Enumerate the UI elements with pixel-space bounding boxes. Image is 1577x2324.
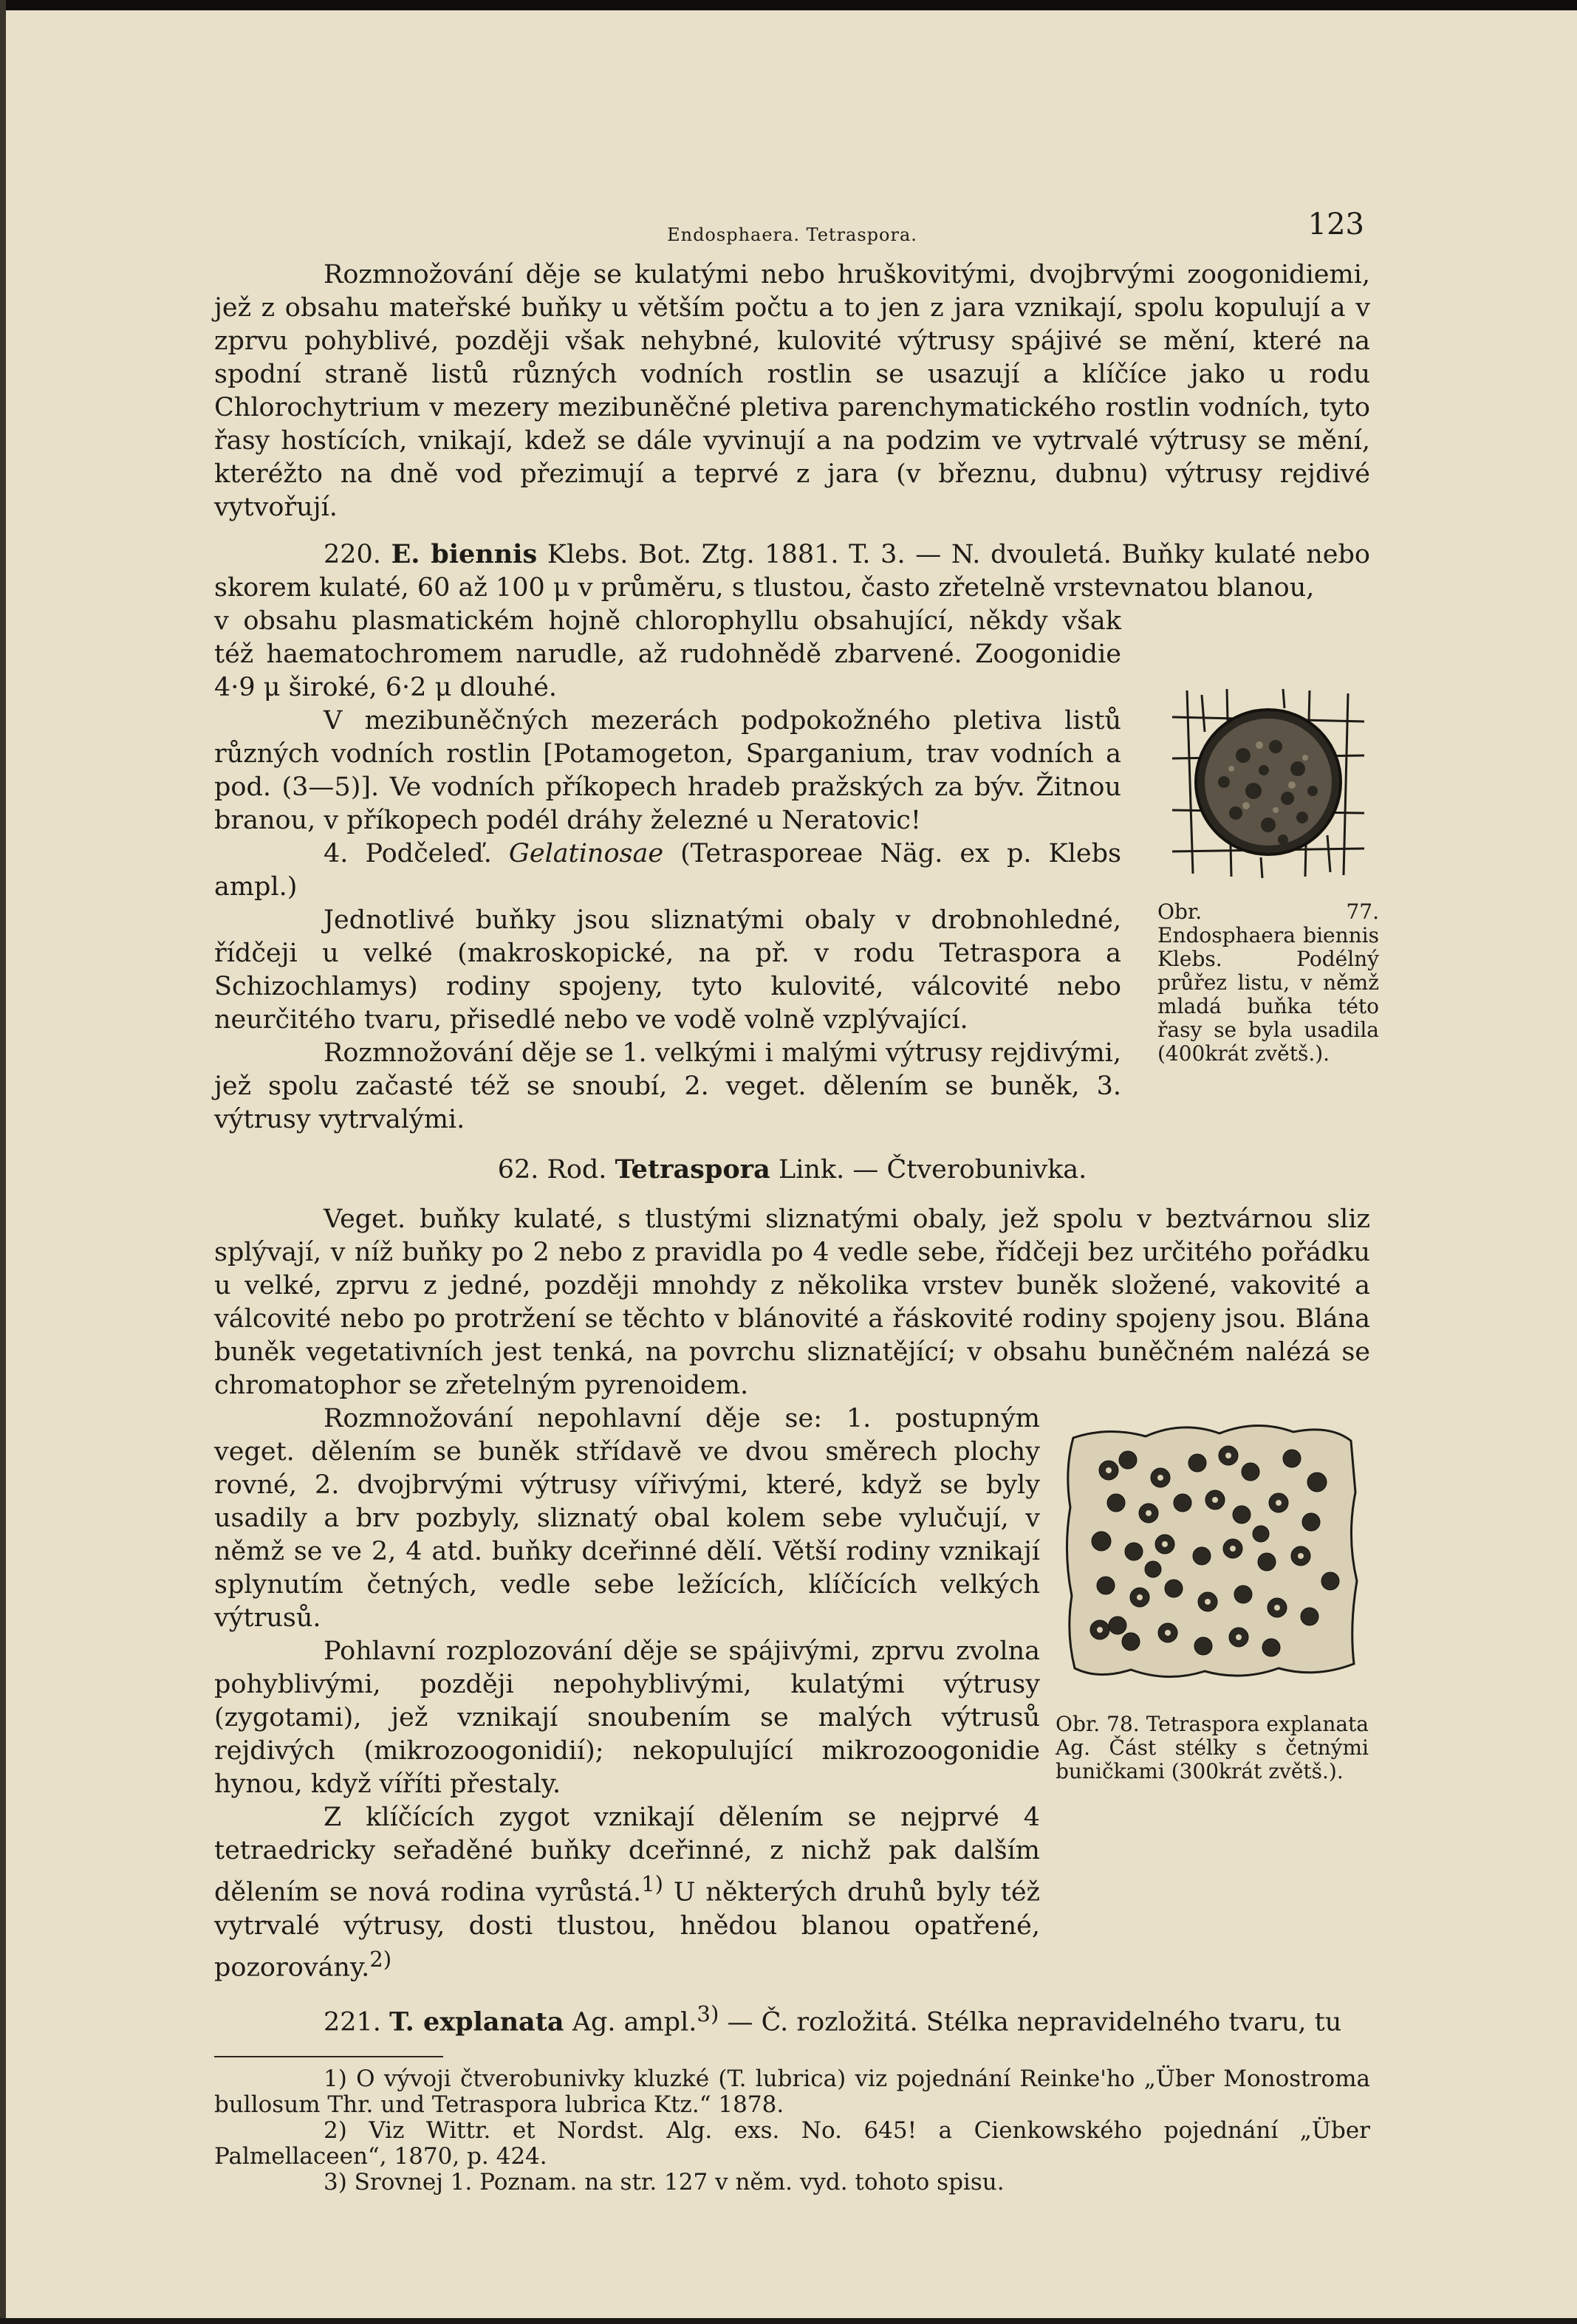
genus-authority: Link. — Čtverobunivka. <box>778 1155 1087 1185</box>
genus-reproduction-block <box>214 1402 1370 1984</box>
species-220-continued: v obsahu plasmatickém hojně chlorophyllu obsahující, někdy však též haematochromem narudle, až rudohnědě zbarvené. Zoogonidie 4·9 μ široké, 6·2 μ dlouhé. <box>214 606 1121 702</box>
figure-78-caption: Obr. 78. Tetraspora explanata Ag. Část stélky s četnými buničkami (300krát zvětš.). <box>1056 1712 1369 1783</box>
footnote-ref-1: 1) <box>641 1871 664 1896</box>
subfamily-lead: 4. Podčeleď. <box>324 839 492 868</box>
genus-number: 62. Rod. <box>497 1155 607 1185</box>
footnote-2: 2) Viz Wittr. et Nordst. Alg. exs. No. 645! a Cienkowského pojednání „Über Palmellaceen“, 1870, p. 424. <box>214 2116 1370 2170</box>
species-221-lead <box>214 1998 1370 2040</box>
subfamily-reproduction: Rozmnožování děje se 1. velkými i malými výtrusy rejdivými, jež spolu začasté též se snoubí, 2. veget. dělením se buněk, 3. výtrusy vytrvalými. <box>214 1038 1121 1134</box>
species-220-name: E. biennis <box>391 539 538 569</box>
footnote-ref-2: 2) <box>369 1946 392 1972</box>
footnote-divider <box>214 2056 443 2057</box>
footnote-1: 1) O vývoji čtverobunivky kluzké (T. lubrica) viz pojednání Reinke'ho „Über Monostroma bullosum Thr. und Tetraspora lubrica Ktz.“ 1878. <box>214 2065 1370 2118</box>
subfamily-heading <box>214 837 1121 904</box>
genus-name: Tetraspora <box>615 1154 770 1185</box>
figure-78-illustration <box>1057 1411 1367 1692</box>
paragraph-reproduction: Rozmnožování děje se kulatými nebo hruškovitými, dvojbrvými zoogonidiemi, jež z obsahu mateřské buňky u větším počtu a to jen z jara vznikají, spolu kopulují a v zprvu pohyblivé, později však nehybné, kulovité výtrusy spájivé se mění, které na spodní straně listů různých vodních rostlin se usazují a klíčíce jako u rodu Chlorochytrium v mezery mezibuněčné pletiva parenchymatického rostlin vodních, tyto řasy hostících, vnikají, kdež se dále vyvinují a na podzim ve vytrvalé výtrusy se mění, kteréžto na dně vod přezimují a teprvé z jara (v březnu, dubnu) výtrusy rejdivé vytvořují. <box>214 260 1370 522</box>
figure-77-caption: Obr. 77. Endosphaera biennis Klebs. Podélný průřez listu, v němž mladá buňka této řasy se byla usadila (400krát zvětš.). <box>1157 899 1379 1066</box>
species-220-text-column <box>214 605 1121 1137</box>
figure-77-illustration <box>1172 688 1364 880</box>
genus-sexual-reproduction: Pohlavní rozplozování děje se spájivými, zprvu zvolna pohyblivými, později nepohyblivými, kulatými výtrusy (zygotami), jež vznikají snoubením se malých výtrusů rejdivých (mikrozoogonidií); nekopulující mikrozoogonidie hynou, když víříti přestaly. <box>214 1636 1040 1799</box>
page-header <box>214 199 1370 258</box>
species-220-lead <box>214 538 1370 605</box>
figure-77 <box>1157 688 1379 1066</box>
species-220-description: Buňky kulaté nebo skorem kulaté, 60 až 100 μ v průměru, s tlustou, často zřetelně vrstevnatou blanou, <box>214 540 1370 603</box>
scan-border-left <box>0 0 6 2324</box>
running-title: Endosphaera. Tetraspora. <box>667 224 917 245</box>
species-220-citation: Klebs. Bot. Ztg. 1881. T. 3. — N. dvouletá. <box>547 540 1112 569</box>
species-220-number: 220. <box>324 540 381 569</box>
genus-asexual-reproduction: Rozmnožování nepohlavní děje se: 1. postupným veget. dělením se buněk střídavě ve dvou směrech plochy rovné, 2. dvojbrvými výtrusy vířivými, které, když se byly usadily a brv pozbyly, sliznatý obal kolem sebe vylučují, v němž se ve 2, 4 atd. buňky dceřinné dělí. Větší rodiny vznikají splynutím četných, vedle sebe ležících, klíčících velkých výtrusů. <box>214 1404 1040 1633</box>
subfamily-authority: (Tetrasporeae Näg. ex p. Klebs ampl.) <box>214 839 1121 902</box>
genus-heading <box>214 1153 1370 1187</box>
species-221-description: — Č. rozložitá. Stélka nepravidelného tvaru, tu <box>727 2007 1342 2037</box>
scan-border-bottom <box>0 2318 1577 2324</box>
figure-78 <box>1050 1411 1375 1783</box>
page-number: 123 <box>1307 208 1364 241</box>
genus-description: Veget. buňky kulaté, s tlustými sliznatými obaly, jež spolu v beztvárnou sliz splývají, v níž buňky po 2 nebo z pravidla po 4 vedle sebe, řídčeji bez určitého pořádku u velké, zprvu z jedné, později mnohdy z několika vrstev buněk složené, vakovité a válcovité nebo po protržení se těchto v blánovité a řáskovité rodiny spojeny jsou. Blána buněk vegetativních jest tenká, na povrchu sliznatějící; v obsahu buněčném nalézá se chromatophor se zřetelným pyrenoidem. <box>214 1204 1370 1400</box>
genus-zygote-text-a: Z klíčících zygot vznikají dělením se nejprvé 4 tetraedricky seřaděné buňky dceřinné, z nichž pak dalším dělením se nová rodina vyrůstá. <box>214 1803 1040 1907</box>
footnote-ref-3: 3) <box>697 2001 719 2027</box>
subfamily-description: Jednotlivé buňky jsou sliznatými obaly v drobnohledné, řídčeji u velké (makroskopické, na př. v rodu Tetraspora a Schizochlamys) rodiny spojeny, tyto kulovité, válcovité nebo neurčitého tvaru, přisedlé nebo ve vodě volně vzplývající. <box>214 905 1121 1035</box>
book-page <box>214 199 1379 2196</box>
genus-zygote-paragraph <box>214 1801 1040 1984</box>
scan-border-top <box>0 0 1577 10</box>
subfamily-name: Gelatinosae <box>508 839 664 868</box>
footnotes <box>214 2066 1370 2196</box>
genus-reproduction-column <box>214 1402 1040 1984</box>
species-221-authority: Ag. ampl. <box>572 2007 697 2037</box>
species-220-habitat: V mezibuněčných mezerách podpokožného pletiva listů různých vodních rostlin [Potamogeton, Sparganium, trav vodních a pod. (3—5)]. Ve vodních příkopech hradeb pražských za býv. Žitnou branou, v příkopech podél dráhy železné u Neratovic! <box>214 706 1121 835</box>
footnote-3: 3) Srovnej 1. Poznam. na str. 127 v něm. vyd. tohoto spisu. <box>324 2168 1005 2196</box>
species-221-number: 221. <box>324 2007 381 2037</box>
species-220-block <box>214 605 1379 1137</box>
species-221-name: T. explanata <box>389 2006 564 2037</box>
genus-zygote-text-b: U některých druhů byly též vytrvalé výtrusy, dosti tlustou, hnědou blanou opatřené, pozorovány. <box>214 1877 1040 1983</box>
